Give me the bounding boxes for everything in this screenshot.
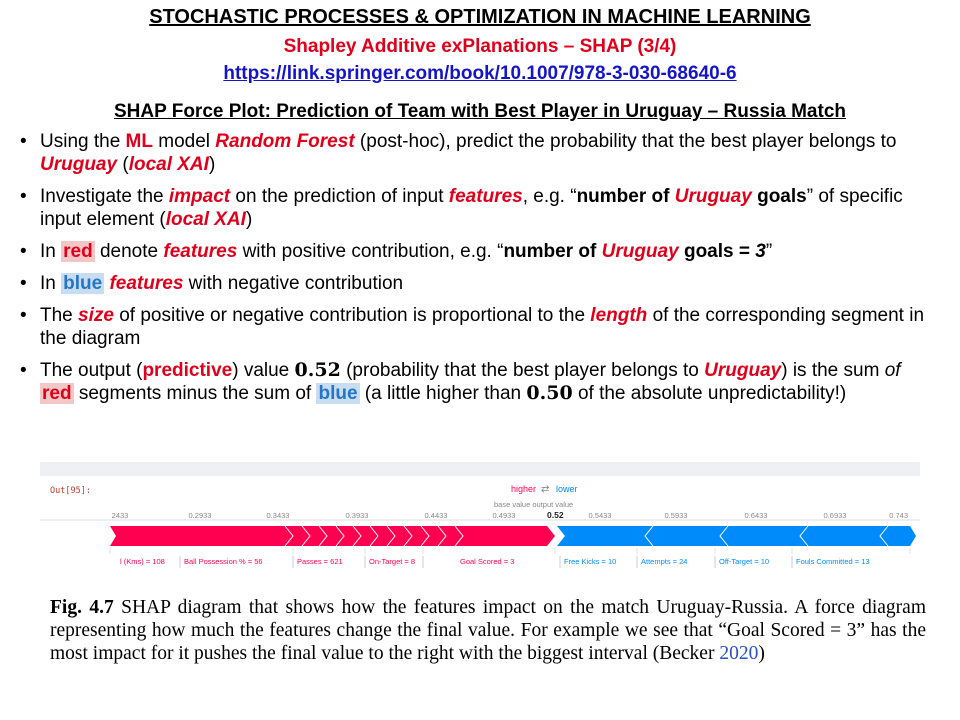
axis-tick-label: 0.3933 bbox=[345, 511, 369, 520]
feature-label: Passes = 621 bbox=[297, 557, 343, 566]
axis-tick-label: 0.5433 bbox=[588, 511, 612, 520]
axis-tick-label: 0.2933 bbox=[188, 511, 212, 520]
caption-label: Fig. 4.7 bbox=[50, 597, 114, 618]
feature-label: Fouls Committed = 13 bbox=[796, 557, 870, 566]
axis-tick-label: 0.3433 bbox=[266, 511, 290, 520]
feature-label: Off-Target = 10 bbox=[719, 557, 770, 566]
axis-ticks bbox=[112, 511, 908, 520]
positive-force-bar bbox=[110, 526, 555, 546]
axis-tick-label: 0.6933 bbox=[823, 511, 847, 520]
bullet-item: • The size of positive or negative contribution is proportional to the length of the corresponding segment in the diagram bbox=[18, 304, 938, 350]
bullet-list bbox=[18, 130, 938, 414]
section-title: SHAP Force Plot: Prediction of Team with Best Player in Uruguay – Russia Match bbox=[113, 101, 847, 122]
feature-labels bbox=[110, 548, 910, 568]
caption-text: SHAP diagram that shows how the features impact on the match Uruguay-Russia. A force diagram representing how much the features change the final value. For example we see that “Goal Scored = 3” has the most impact for it pushes the final value to the right with the biggest interval (Becker bbox=[50, 597, 926, 664]
feature-label: Goal Scored = 3 bbox=[460, 557, 515, 566]
legend-arrows-icon: ⇄ bbox=[541, 484, 550, 495]
axis-tick-label: 0.6433 bbox=[744, 511, 768, 520]
figure-caption: Fig. 4.7 SHAP diagram that shows how the features impact on the match Uruguay-Russia. A force diagram representing how much the features change the final value. For example we see that “Goal Scored = 3” has the most impact for it pushes the final value to the right with the biggest interval (Becker 2020) bbox=[50, 597, 926, 664]
feature-label: Attempts = 24 bbox=[641, 557, 688, 566]
plot-top-band bbox=[40, 462, 920, 476]
base-output-label: base value output value bbox=[494, 500, 574, 509]
feature-label: Ball Possession % = 56 bbox=[184, 557, 263, 566]
slide-title: STOCHASTIC PROCESSES & OPTIMIZATION IN MACHINE LEARNING bbox=[149, 6, 811, 28]
bullet-item: • In blue features with negative contribution bbox=[18, 272, 938, 295]
slide-subtitle: Shapley Additive exPlanations – SHAP (3/4) bbox=[283, 36, 677, 57]
bullet-item: • The output (predictive) value 0.52 (probability that the best player belongs to Uruguay) is the sum of red segments minus the sum of blue (a little higher than 0.50 of the absolute unpredictability!) bbox=[18, 359, 938, 405]
feature-label: On-Target = 8 bbox=[369, 557, 416, 566]
bullet-item: • Using the ML model Random Forest (post-hoc), predict the probability that the best player belongs to Uruguay (local XAI) bbox=[18, 130, 938, 176]
shap-force-plot-svg bbox=[40, 462, 920, 582]
axis-tick-label: 0.5933 bbox=[664, 511, 688, 520]
axis-tick-label: 2433 bbox=[111, 511, 129, 520]
reference-link[interactable]: https://link.springer.com/book/10.1007/978-3-030-68640-6 bbox=[223, 63, 737, 84]
bullet-item: • In red denote features with positive contribution, e.g. “number of Uruguay goals = 3” bbox=[18, 240, 938, 263]
legend-higher: higher bbox=[511, 484, 537, 494]
negative-force-bar bbox=[557, 526, 916, 546]
out-cell-label: Out[95]: bbox=[50, 486, 91, 496]
axis-tick-label: 0.4433 bbox=[424, 511, 448, 520]
axis-tick-label: 0.4933 bbox=[492, 511, 516, 520]
legend-lower: lower bbox=[556, 484, 578, 494]
axis-tick-label: 0.743 bbox=[889, 511, 908, 520]
shap-force-plot bbox=[40, 462, 920, 582]
citation-link[interactable]: 2020 bbox=[719, 643, 759, 664]
bullet-item: • Investigate the impact on the prediction of input features, e.g. “number of Uruguay goals” of specific input element (local XAI) bbox=[18, 185, 938, 231]
feature-label: l (Kms) = 108 bbox=[120, 557, 165, 566]
output-value: 0.52 bbox=[547, 510, 564, 520]
feature-label: Free Kicks = 10 bbox=[564, 557, 617, 566]
